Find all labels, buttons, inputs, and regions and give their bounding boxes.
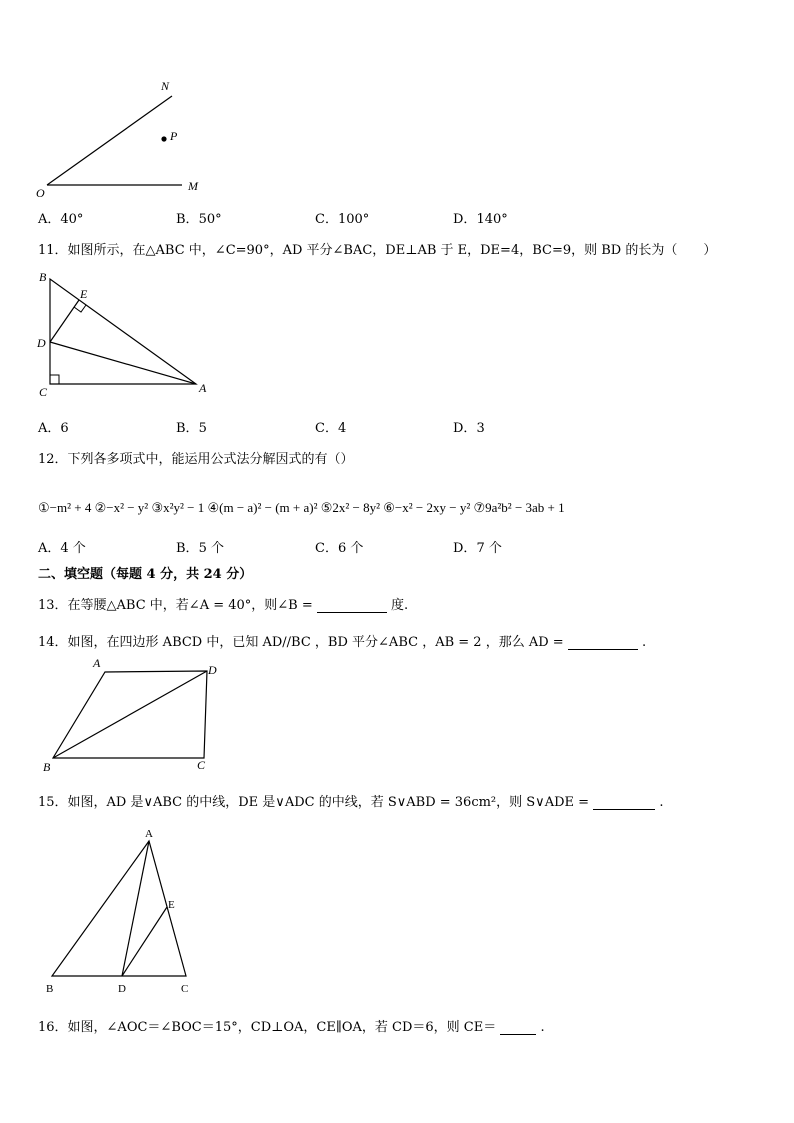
q13-unit: 度. — [391, 598, 409, 613]
q13-text: 13．在等腰△ABC 中，若∠A = 40°，则∠B = — [38, 598, 313, 613]
q14-figure — [38, 655, 228, 775]
label-A: A — [93, 656, 101, 670]
q10-figure — [30, 72, 220, 202]
q15-end: . — [659, 795, 664, 810]
q14-text: 14．如图，在四边形 ABCD 中，已知 AD//BC ，BD 平分∠ABC ，AB = 2 ，那么 AD = — [38, 635, 564, 650]
q11-figure — [32, 266, 217, 400]
ray-ON — [47, 96, 172, 185]
label-B: B — [43, 760, 51, 774]
q16-question — [38, 1016, 545, 1035]
label-C: C — [197, 758, 206, 772]
section-title: 二、填空题（每题 4 分，共 24 分） — [38, 567, 253, 582]
q14-answer-blank[interactable] — [568, 635, 638, 650]
label-O: O — [36, 186, 45, 200]
q12-option-b[interactable]: B．5 个 — [176, 541, 224, 556]
q15-text: 15．如图，AD 是∨ABC 的中线，DE 是∨ADC 的中线，若 S∨ABD = 36cm²，则 S∨ADE = — [38, 795, 590, 810]
q11-option-d[interactable]: D．3 — [453, 421, 485, 436]
q12-option-d[interactable]: D．7 个 — [453, 541, 502, 556]
q15-figure — [38, 822, 203, 997]
point-P — [161, 136, 166, 141]
q10-option-a[interactable]: A．40° — [38, 212, 84, 227]
q13-answer-blank[interactable] — [317, 598, 387, 613]
label-N: N — [161, 79, 170, 93]
q10-option-b[interactable]: B．50° — [176, 212, 222, 227]
q13-question — [38, 594, 408, 613]
q14-question — [38, 631, 646, 650]
label-E: E — [80, 287, 88, 301]
q11-option-a[interactable]: A．6 — [38, 421, 69, 436]
q10-option-c[interactable]: C．100° — [315, 212, 370, 227]
q15-question — [38, 791, 663, 810]
q11-option-b[interactable]: B．5 — [176, 421, 207, 436]
label-D: D — [208, 663, 217, 677]
label-E: E — [168, 899, 175, 911]
label-C: C — [39, 385, 48, 399]
q15-answer-blank[interactable] — [593, 795, 655, 810]
q12-option-a[interactable]: A．4 个 — [38, 541, 86, 556]
q16-answer-blank[interactable] — [500, 1020, 536, 1035]
label-D: D — [37, 336, 46, 350]
q14-end: . — [641, 635, 647, 650]
label-B: B — [46, 983, 54, 995]
label-C: C — [181, 983, 189, 995]
label-M: M — [188, 179, 198, 193]
q16-end: . — [540, 1020, 545, 1035]
label-P: P — [170, 129, 178, 143]
q16-text: 16．如图，∠AOC＝∠BOC＝15°，CD⊥OA，CE∥OA，若 CD＝6，则 CE＝ — [38, 1020, 497, 1035]
q12-text: 12．下列各多项式中，能运用公式法分解因式的有（） — [38, 452, 354, 467]
q10-option-d[interactable]: D．140° — [453, 212, 508, 227]
q11-option-c[interactable]: C．4 — [315, 421, 347, 436]
q11-text: 11．如图所示，在△ABC 中，∠C=90°，AD 平分∠BAC，DE⊥AB 于 E，DE=4，BC=9，则 BD 的长为（ ） — [38, 243, 717, 258]
label-D: D — [118, 983, 126, 995]
label-A: A — [199, 381, 207, 395]
label-A: A — [145, 828, 153, 840]
label-B: B — [39, 270, 47, 284]
q12-option-c[interactable]: C．6 个 — [315, 541, 364, 556]
q12-expression: ①−m² + 4 ②−x² − y² ③x²y² − 1 ④(m − a)² − (m + a)² ⑤2x² − 8y² ⑥−x² − 2xy − y² ⑦9a²b² − 3ab + 1 — [38, 500, 565, 515]
